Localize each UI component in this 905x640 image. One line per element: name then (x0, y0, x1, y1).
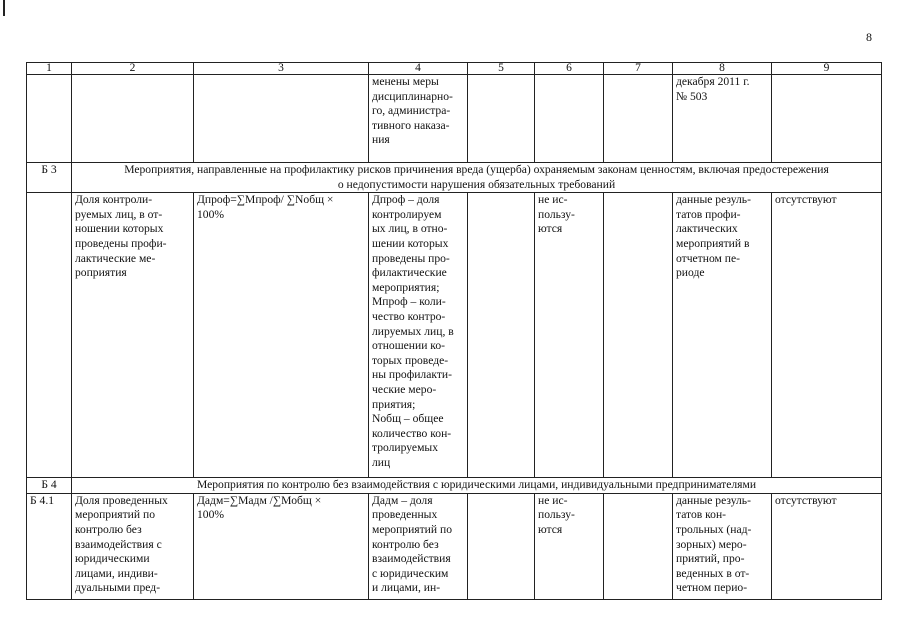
table-cell (535, 75, 604, 163)
table-cell (468, 75, 535, 163)
page-number: 8 (866, 30, 872, 44)
table-cell (604, 493, 673, 599)
column-number: 6 (535, 63, 604, 75)
table-cell (27, 193, 72, 478)
regulation-table (26, 62, 882, 600)
table-cell (772, 75, 882, 163)
table-cell (72, 75, 194, 163)
table-cell (194, 75, 369, 163)
section-row-b3 (27, 163, 882, 193)
continuation-row (27, 75, 882, 163)
data-source: данные резуль- татов профи- лактических мероприятий в отчетном пе- риоде (673, 193, 772, 478)
indicator-usage: не ис- пользу- ются (535, 493, 604, 599)
column-number: 3 (194, 63, 369, 75)
column-number: 9 (772, 63, 882, 75)
column-number: 8 (673, 63, 772, 75)
measures-text: менены меры дисциплинарно- го, администра- тивного наказа- ния (369, 75, 468, 163)
indicator-name: Доля проведенных мероприятий по контролю без взаимодействия с юридическими лицами, индиви- дуальными пред- (72, 493, 194, 599)
table-cell (27, 75, 72, 163)
table-cell (468, 493, 535, 599)
column-number: 5 (468, 63, 535, 75)
column-number: 4 (369, 63, 468, 75)
indicator-name: Доля контроли- руемых лиц, в от- ношении которых проведены профи- лактические ме- роприятия (72, 193, 194, 478)
formula-legend: Дадм – доля проведенных мероприятий по контролю без взаимодействия с юридическим и лицами, ин- (369, 493, 468, 599)
formula-legend: Дпроф – доля контролируем ых лиц, в отно- шении которых проведены про- филактические мероприятия; Мпроф – коли- чество контро- лируемых лиц, в отношении ко- торых проведе- ны профилакти- ческие меро- приятия; Nобщ – общее количество кон- тролируемых лиц (369, 193, 468, 478)
data-source: данные резуль- татов кон- трольных (над- зорных) меро- приятий, про- веденных в от- четном перио- (673, 493, 772, 599)
section-title: Мероприятия, направленные на профилактику рисков причинения вреда (ущерба) охраняемым законам ценностям, включая предостережения о недопустимости нарушения обязательных требований (72, 163, 882, 193)
page-edge-rule (3, 0, 5, 16)
table-cell (468, 193, 535, 478)
section-title: Мероприятия по контролю без взаимодействия с юридическими лицами, индивидуальными предпринимателями (72, 478, 882, 494)
indicator-usage: не ис- пользу- ются (535, 193, 604, 478)
column-number-row (27, 63, 882, 75)
indicator-row-b3 (27, 193, 882, 478)
section-row-b4 (27, 478, 882, 494)
indicator-row-b4-1 (27, 493, 882, 599)
indicator-formula: Дпроф=∑Мпроф/ ∑Nобщ × 100% (194, 193, 369, 478)
table-cell (604, 75, 673, 163)
section-code: Б 4 (27, 478, 72, 494)
indicator-note: отсутствуют (772, 493, 882, 599)
row-code: Б 4.1 (27, 493, 72, 599)
indicator-note: отсутствуют (772, 193, 882, 478)
section-code: Б 3 (27, 163, 72, 193)
column-number: 1 (27, 63, 72, 75)
column-number: 7 (604, 63, 673, 75)
table-cell (604, 193, 673, 478)
source-reference: декабря 2011 г. № 503 (673, 75, 772, 163)
indicator-formula: Дадм=∑Мадм /∑Мобщ × 100% (194, 493, 369, 599)
column-number: 2 (72, 63, 194, 75)
